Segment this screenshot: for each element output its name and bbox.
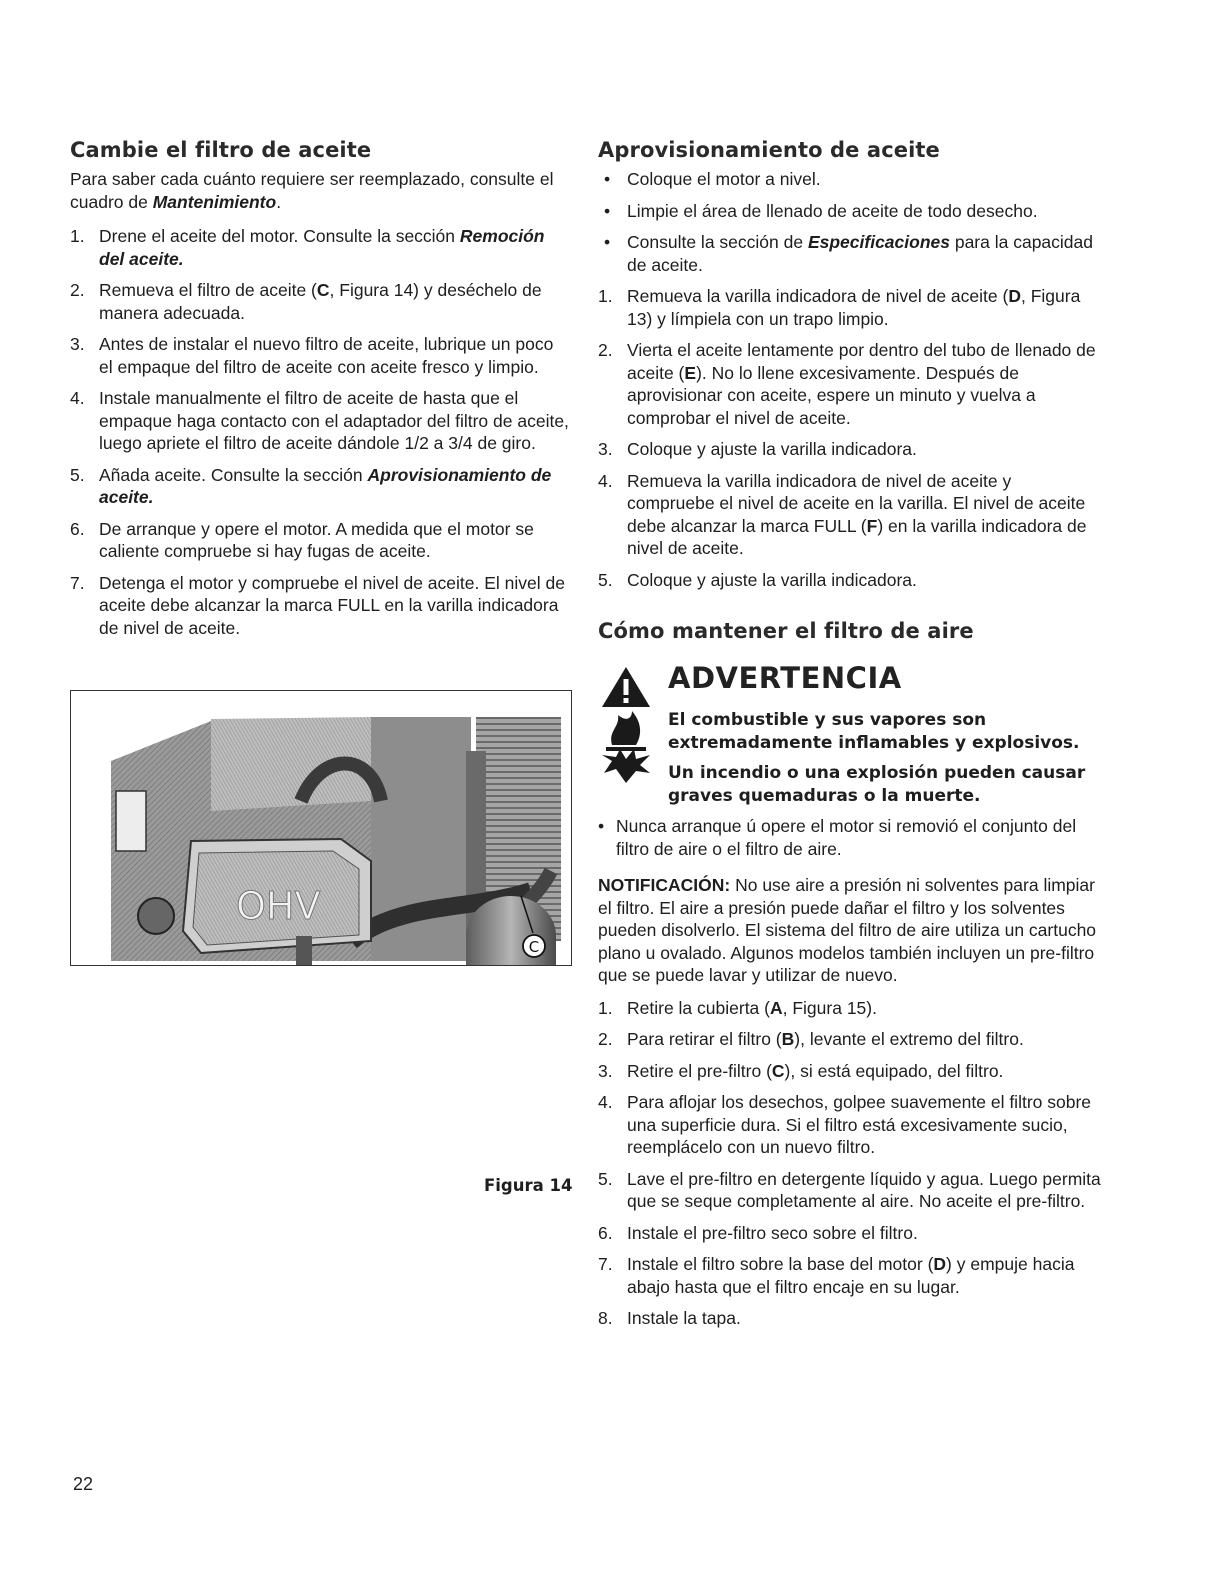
list-item: 1. Remueva la varilla indicadora de nivel de aceite (D, Figura 13) y límpiela con un trapo limpio. xyxy=(598,286,1081,329)
warning-triangle-icon xyxy=(598,665,654,785)
warning-fuel-statement: El combustible y sus vapores son extremadamente inflamables y explosivos. xyxy=(668,710,1080,753)
warning-icons xyxy=(598,665,658,790)
list-item: 4. Para aflojar los desechos, golpee suavemente el filtro sobre una superficie dura. Si el filtro está excesivamente sucio, reemplácelo con un nuevo filtro. xyxy=(598,1092,1092,1157)
list-item: • Limpie el área de llenado de aceite de todo desecho. xyxy=(604,200,1038,221)
list-item: 6. Instale el pre-filtro seco sobre el filtro. xyxy=(598,1222,918,1243)
list-item: 3. Coloque y ajuste la varilla indicadora. xyxy=(598,439,917,459)
list-item: 5. Añada aceite. Consulte la sección Aprovisionamiento de aceite. xyxy=(70,464,552,507)
change-oil-filter-heading: Cambie el filtro de aceite xyxy=(70,138,372,162)
warning-fire-statement: Un incendio o una explosión pueden causar graves quemaduras o la muerte. xyxy=(668,763,1086,806)
left-column xyxy=(70,138,570,648)
figure-14-engine-image xyxy=(70,690,572,966)
list-item: 2. Vierta el aceite lentamente por dentro del tubo de llenado de aceite (E). No lo llene excesivamente. Después de aprovisionar con aceite, espere un minuto y vuelva a comprobar el nivel de aceite. xyxy=(598,340,1096,428)
right-column xyxy=(598,138,1103,1339)
list-item: 3. Antes de instalar el nuevo filtro de aceite, lubrique un poco el empaque del filtro de aceite con aceite fresco y limpio. xyxy=(70,334,554,377)
list-item: 4. Remueva la varilla indicadora de nivel de aceite y compruebe el nivel de aceite en la varilla. El nivel de aceite debe alcanzar la marca FULL (F) en la varilla indicadora de nivel de aceite. xyxy=(598,470,1087,558)
list-item: 3. Retire el pre-filtro (C), si está equipado, del filtro. xyxy=(598,1060,1004,1081)
list-item: 2. Para retirar el filtro (B), levante el extremo del filtro. xyxy=(598,1029,1024,1049)
list-item: 7. Detenga el motor y compruebe el nivel de aceite. El nivel de aceite debe alcanzar la marca FULL en la varilla indicadora de nivel de aceite. xyxy=(70,572,565,638)
change-oil-filter-steps xyxy=(70,225,570,639)
list-item: 2. Remueva el filtro de aceite (C, Figura 14) y deséchelo de manera adecuada. xyxy=(70,280,542,323)
notice-paragraph: NOTIFICACIÓN: No use aire a presión ni solventes para limpiar el filtro. El aire a presión puede dañar el filtro y los solventes pueden disolverlo. El sistema del filtro de aire utiliza un cartucho plano u ovalado. Algunos modelos también incluyen un pre-filtro que se puede lavar y utilizar de nuevo. xyxy=(598,875,1097,985)
list-item: 5. Coloque y ajuste la varilla indicadora. xyxy=(598,569,917,590)
list-item: • Coloque el motor a nivel. xyxy=(604,169,821,189)
list-item: • Nunca arranque ú opere el motor si removió el conjunto del filtro de aire o el filtro de aire. xyxy=(598,816,1077,859)
list-item: • Consulte la sección de Especificaciones para la capacidad de aceite. xyxy=(604,232,1094,275)
engine-illustration xyxy=(71,691,571,965)
ohv-label: OHV xyxy=(236,884,321,928)
warning-block xyxy=(598,661,1103,807)
change-oil-filter-intro: Para saber cada cuánto requiere ser reemplazado, consulte el cuadro de Mantenimiento. xyxy=(70,169,554,212)
list-item: 8. Instale la tapa. xyxy=(598,1308,741,1328)
list-item: 1. Retire la cubierta (A, Figura 15). xyxy=(598,997,877,1018)
list-item: 1. Drene el aceite del motor. Consulte la sección Remoción del aceite. xyxy=(70,226,545,269)
air-filter-steps xyxy=(598,997,1103,1330)
figure-14-caption: Figura 14 xyxy=(484,1176,573,1195)
air-filter-heading: Cómo mantener el filtro de aire xyxy=(598,619,974,643)
air-filter-section xyxy=(598,619,1103,1330)
list-item: 6. De arranque y opere el motor. A medida que el motor se caliente compruebe si hay fugas de aceite. xyxy=(70,518,534,561)
list-item: 7. Instale el filtro sobre la base del motor (D) y empuje hacia abajo hasta que el filtro encaje en su lugar. xyxy=(598,1254,1075,1297)
figure-callout-c: C xyxy=(528,938,540,956)
list-item: 5. Lave el pre-filtro en detergente líquido y agua. Luego permita que se seque completamente al aire. No aceite el pre-filtro. xyxy=(598,1168,1101,1211)
oil-fill-bullets xyxy=(598,168,1103,276)
list-item: 4. Instale manualmente el filtro de aceite de hasta que el empaque haga contacto con el adaptador del filtro de aceite, luego apriete el filtro de aceite dándole 1/2 a 3/4 de giro. xyxy=(70,388,569,453)
warning-text xyxy=(668,709,1103,807)
air-filter-bullets xyxy=(598,815,1103,860)
oil-fill-steps xyxy=(598,285,1103,591)
warning-title: ADVERTENCIA xyxy=(668,661,902,695)
page-number: 22 xyxy=(73,1474,94,1494)
oil-fill-heading: Aprovisionamiento de aceite xyxy=(598,138,940,162)
